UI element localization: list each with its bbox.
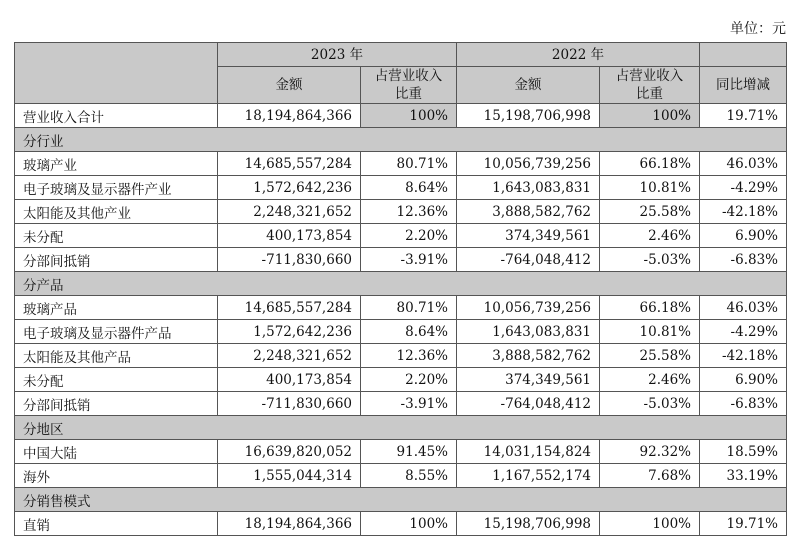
yoy-change: -42.18% xyxy=(700,200,787,224)
amount-2023: 2,248,321,652 xyxy=(218,200,361,224)
amount-2023: 400,173,854 xyxy=(218,224,361,248)
section-title: 分产品 xyxy=(15,272,787,296)
header-share-line2: 比重 xyxy=(395,86,422,102)
row-label: 分部间抵销 xyxy=(15,248,218,272)
header-year-2023: 2023 年 xyxy=(218,43,457,67)
row-label: 玻璃产业 xyxy=(15,152,218,176)
yoy-change: 18.59% xyxy=(700,440,787,464)
row-label: 未分配 xyxy=(15,224,218,248)
share-2023: 12.36% xyxy=(361,200,457,224)
share-2022: -5.03% xyxy=(600,392,700,416)
share-2023: 12.36% xyxy=(361,344,457,368)
amount-2022: 374,349,561 xyxy=(457,368,600,392)
amount-2022: -764,048,412 xyxy=(457,392,600,416)
row-label: 分部间抵销 xyxy=(15,392,218,416)
amount-2023: -711,830,660 xyxy=(218,248,361,272)
amount-2022: 15,198,706,998 xyxy=(457,104,600,128)
table-row xyxy=(15,296,787,320)
amount-2022: 10,056,739,256 xyxy=(457,296,600,320)
row-label: 电子玻璃及显示器件产业 xyxy=(15,176,218,200)
amount-2023: -711,830,660 xyxy=(218,392,361,416)
share-2023: 91.45% xyxy=(361,440,457,464)
yoy-change: -6.83% xyxy=(700,248,787,272)
amount-2022: -764,048,412 xyxy=(457,248,600,272)
amount-2022: 14,031,154,824 xyxy=(457,440,600,464)
table-row xyxy=(15,512,787,536)
section-title: 分地区 xyxy=(15,416,787,440)
table-row xyxy=(15,368,787,392)
revenue-table xyxy=(14,42,787,536)
share-2022: 25.58% xyxy=(600,344,700,368)
yoy-change: 19.71% xyxy=(700,104,787,128)
row-label: 玻璃产品 xyxy=(15,296,218,320)
share-2023: 80.71% xyxy=(361,296,457,320)
yoy-change: 46.03% xyxy=(700,152,787,176)
section-header-row xyxy=(15,488,787,512)
share-2023: 100% xyxy=(361,512,457,536)
share-2022: 7.68% xyxy=(600,464,700,488)
row-label: 电子玻璃及显示器件产品 xyxy=(15,320,218,344)
table-row xyxy=(15,320,787,344)
share-2023: 8.55% xyxy=(361,464,457,488)
row-label: 太阳能及其他产业 xyxy=(15,200,218,224)
row-label: 直销 xyxy=(15,512,218,536)
amount-2023: 18,194,864,366 xyxy=(218,512,361,536)
header-blank xyxy=(15,43,218,104)
unit-label: 单位：元 xyxy=(730,21,786,37)
amount-2023: 2,248,321,652 xyxy=(218,344,361,368)
share-2022: 92.32% xyxy=(600,440,700,464)
amount-2023: 1,572,642,236 xyxy=(218,176,361,200)
amount-2022: 1,167,552,174 xyxy=(457,464,600,488)
amount-2023: 14,685,557,284 xyxy=(218,296,361,320)
share-2022: 10.81% xyxy=(600,176,700,200)
yoy-change: 6.90% xyxy=(700,368,787,392)
share-2022: -5.03% xyxy=(600,248,700,272)
row-label: 海外 xyxy=(15,464,218,488)
total-row xyxy=(15,104,787,128)
share-2023: 80.71% xyxy=(361,152,457,176)
table-row xyxy=(15,440,787,464)
header-amount-2023: 金额 xyxy=(218,67,361,104)
yoy-change: 33.19% xyxy=(700,464,787,488)
share-2023: 2.20% xyxy=(361,224,457,248)
yoy-change: -4.29% xyxy=(700,176,787,200)
amount-2022: 1,643,083,831 xyxy=(457,176,600,200)
share-2022: 10.81% xyxy=(600,320,700,344)
share-2023: 100% xyxy=(361,104,457,128)
yoy-change: -4.29% xyxy=(700,320,787,344)
header-share-line2: 比重 xyxy=(636,86,663,102)
table-row xyxy=(15,176,787,200)
amount-2022: 374,349,561 xyxy=(457,224,600,248)
share-2023: 8.64% xyxy=(361,176,457,200)
share-2022: 25.58% xyxy=(600,200,700,224)
header-share-line1: 占营业收入 xyxy=(374,68,443,84)
amount-2023: 16,639,820,052 xyxy=(218,440,361,464)
amount-2022: 10,056,739,256 xyxy=(457,152,600,176)
share-2023: -3.91% xyxy=(361,392,457,416)
table-row xyxy=(15,464,787,488)
amount-2023: 1,572,642,236 xyxy=(218,320,361,344)
table-row xyxy=(15,248,787,272)
share-2022: 100% xyxy=(600,512,700,536)
header-row-years xyxy=(15,43,787,67)
header-year-2022: 2022 年 xyxy=(457,43,700,67)
yoy-change: 6.90% xyxy=(700,224,787,248)
share-2023: -3.91% xyxy=(361,248,457,272)
amount-2023: 400,173,854 xyxy=(218,368,361,392)
amount-2023: 18,194,864,366 xyxy=(218,104,361,128)
share-2022: 2.46% xyxy=(600,224,700,248)
header-share-2023 xyxy=(361,67,457,104)
amount-2023: 14,685,557,284 xyxy=(218,152,361,176)
amount-2022: 15,198,706,998 xyxy=(457,512,600,536)
row-label: 营业收入合计 xyxy=(15,104,218,128)
table-row xyxy=(15,200,787,224)
row-label: 未分配 xyxy=(15,368,218,392)
yoy-change: 19.71% xyxy=(700,512,787,536)
amount-2022: 1,643,083,831 xyxy=(457,320,600,344)
section-header-row xyxy=(15,272,787,296)
amount-2023: 1,555,044,314 xyxy=(218,464,361,488)
header-share-line1: 占营业收入 xyxy=(615,68,684,84)
table-row xyxy=(15,152,787,176)
header-share-2022 xyxy=(600,67,700,104)
amount-2022: 3,888,582,762 xyxy=(457,200,600,224)
row-label: 中国大陆 xyxy=(15,440,218,464)
header-blank-right xyxy=(700,43,787,67)
table-row xyxy=(15,392,787,416)
header-amount-2022: 金额 xyxy=(457,67,600,104)
yoy-change: 46.03% xyxy=(700,296,787,320)
share-2022: 66.18% xyxy=(600,296,700,320)
share-2022: 2.46% xyxy=(600,368,700,392)
table-row xyxy=(15,344,787,368)
row-label: 太阳能及其他产品 xyxy=(15,344,218,368)
share-2023: 2.20% xyxy=(361,368,457,392)
section-header-row xyxy=(15,416,787,440)
section-title: 分行业 xyxy=(15,128,787,152)
yoy-change: -42.18% xyxy=(700,344,787,368)
share-2022: 66.18% xyxy=(600,152,700,176)
section-title: 分销售模式 xyxy=(15,488,787,512)
share-2022: 100% xyxy=(600,104,700,128)
section-header-row xyxy=(15,128,787,152)
table-row xyxy=(15,224,787,248)
share-2023: 8.64% xyxy=(361,320,457,344)
header-yoy: 同比增减 xyxy=(700,67,787,104)
amount-2022: 3,888,582,762 xyxy=(457,344,600,368)
yoy-change: -6.83% xyxy=(700,392,787,416)
